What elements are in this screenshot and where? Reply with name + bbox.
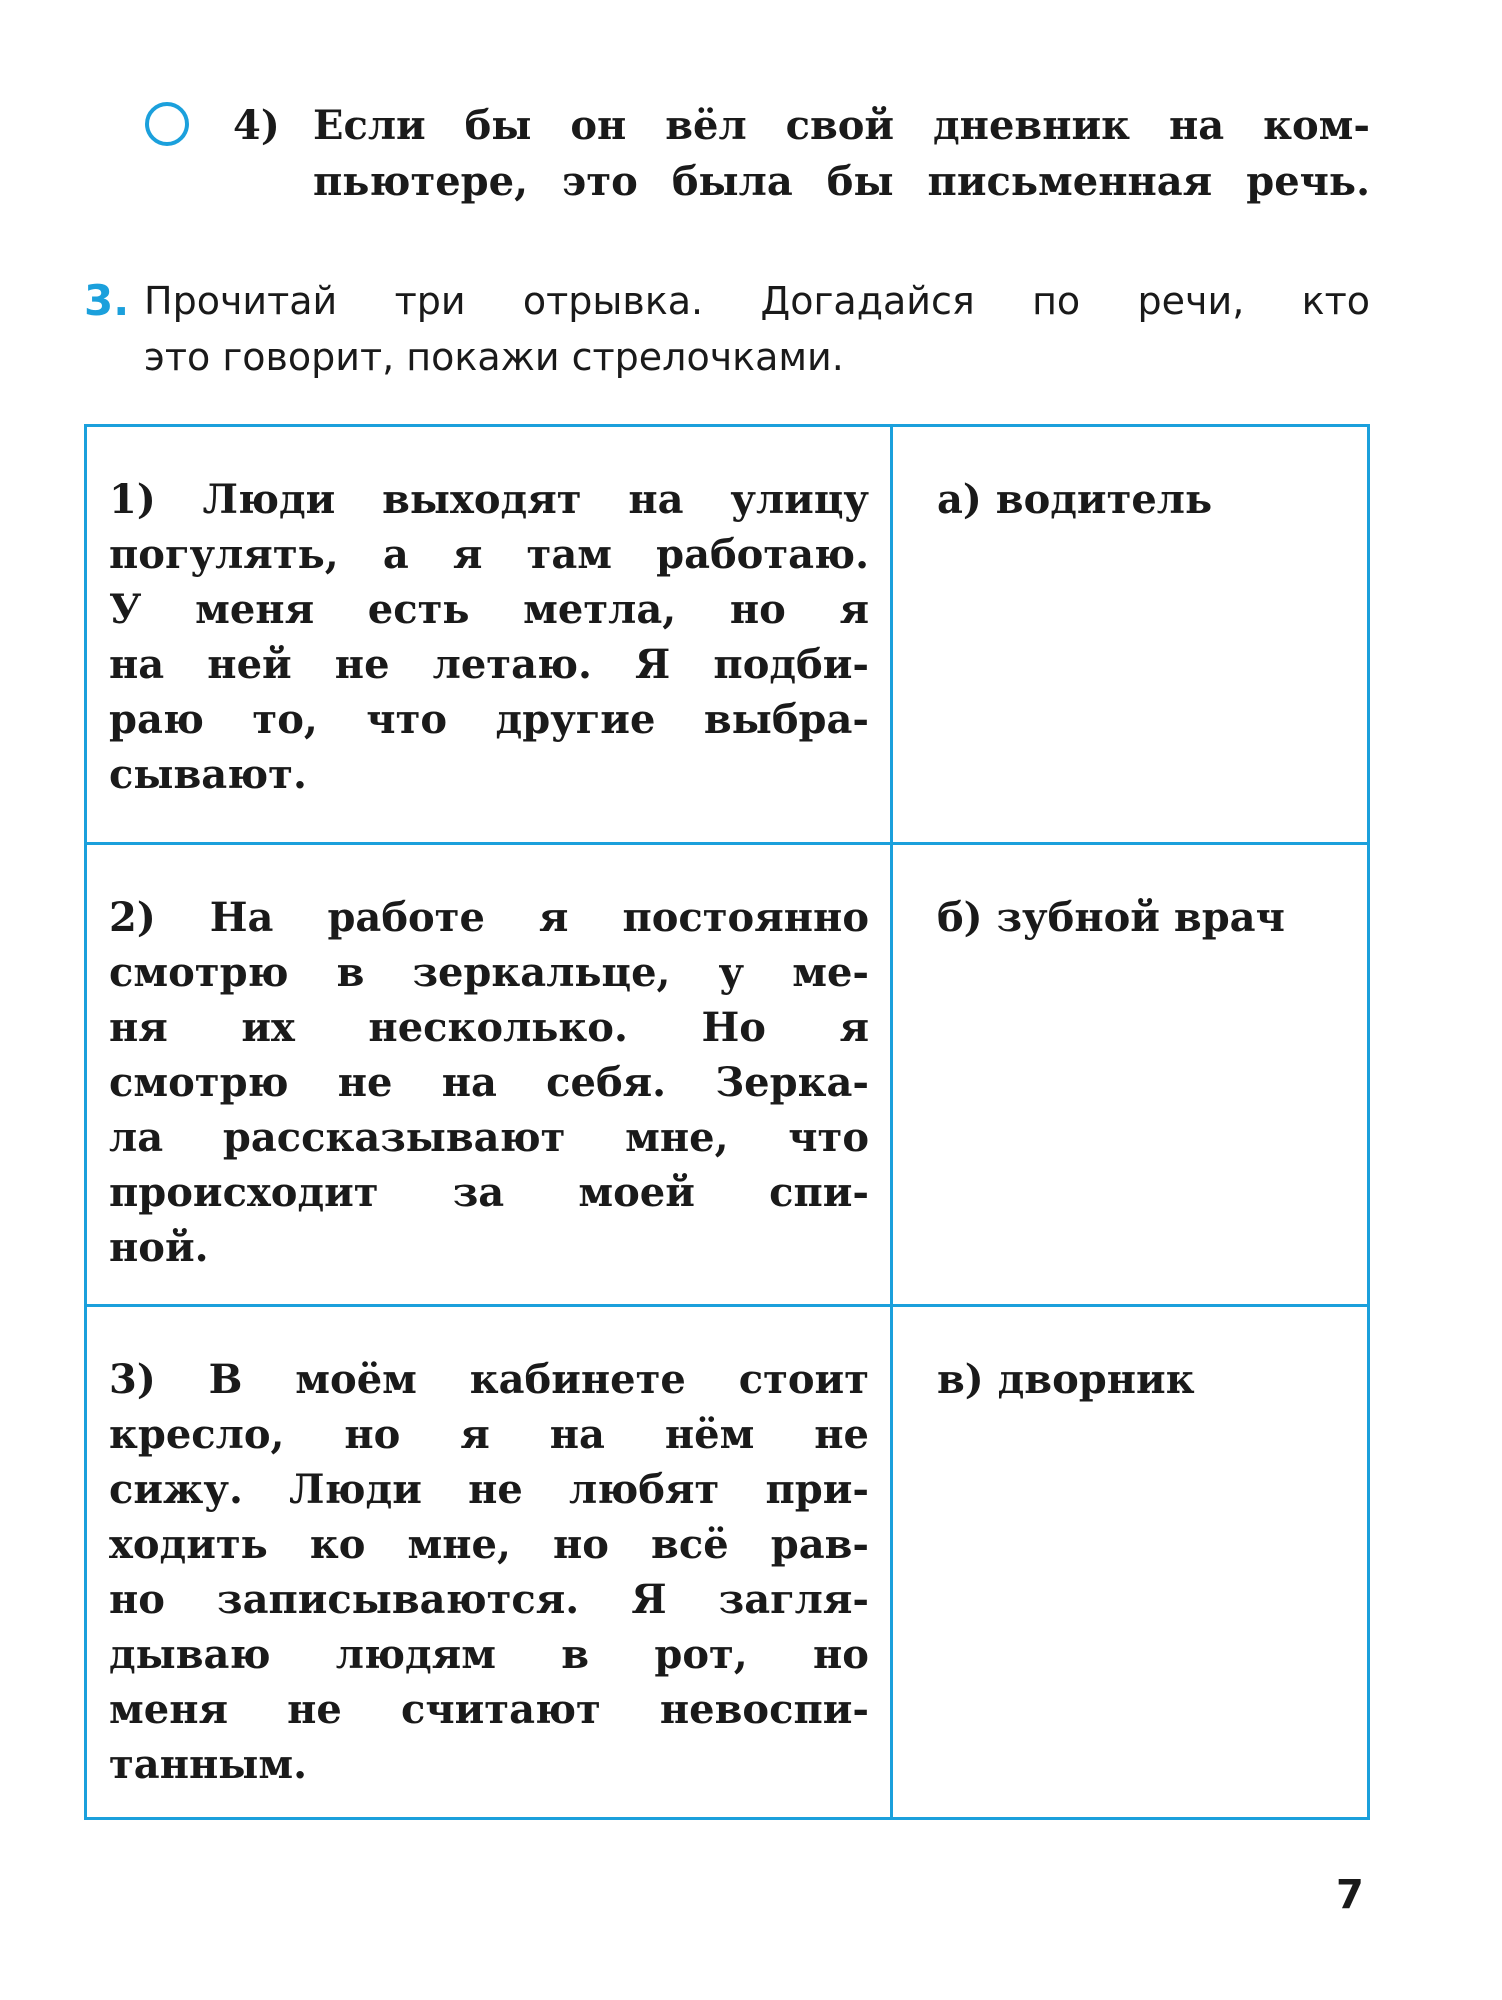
task-3-number: 3.	[84, 276, 130, 325]
passage-line: погулять, а я там работаю.	[109, 531, 869, 578]
passage-line: меня не считают невоспи-	[109, 1686, 869, 1733]
passage-line: ла рассказывают мне, что	[109, 1114, 869, 1161]
task-3-instruction	[144, 273, 1370, 385]
passage-line: смотрю в зеркальце, у ме-	[109, 949, 869, 996]
column-divider	[890, 427, 893, 842]
passage-2	[109, 890, 869, 1275]
answer-option-a[interactable]: а) водитель	[937, 476, 1213, 523]
passage-line: но записываются. Я загля-	[109, 1576, 869, 1623]
passage-line: 2) На работе я постоянно	[109, 894, 869, 941]
passage-line: смотрю не на себя. Зерка-	[109, 1059, 869, 1106]
option-4-text	[313, 98, 1370, 210]
passage-line: сывают.	[109, 751, 307, 798]
task-3-line: Прочитай три отрывка. Догадайся по речи, кто	[144, 279, 1370, 323]
option-4-line: Если бы он вёл свой дневник на ком-	[313, 102, 1370, 149]
passage-line: ной.	[109, 1224, 209, 1271]
matching-table	[84, 424, 1370, 1820]
option-4-number: 4)	[233, 102, 280, 149]
passage-line: раю то, что другие выбра-	[109, 696, 869, 743]
passage-line: сижу. Люди не любят при-	[109, 1466, 869, 1513]
option-4-line: пьютере, это была бы письменная речь.	[313, 158, 1370, 205]
passage-line: кресло, но я на нём не	[109, 1411, 869, 1458]
passage-line: ня их несколько. Но я	[109, 1004, 869, 1051]
passage-line: дываю людям в рот, но	[109, 1631, 869, 1678]
answer-option-b[interactable]: б) зубной врач	[937, 894, 1285, 941]
passage-line: 1) Люди выходят на улицу	[109, 476, 869, 523]
passage-line: на ней не летаю. Я подби-	[109, 641, 869, 688]
option-4	[145, 98, 1370, 228]
passage-line: У меня есть метла, но я	[109, 586, 869, 633]
column-divider	[890, 845, 893, 1304]
passage-3	[109, 1352, 869, 1792]
passage-line: происходит за моей спи-	[109, 1169, 869, 1216]
task-3-heading	[84, 273, 1370, 383]
task-3-line: это говорит, покажи стрелочками.	[144, 335, 844, 379]
table-row	[87, 1304, 1367, 1820]
passage-line: 3) В моём кабинете стоит	[109, 1356, 869, 1403]
table-row	[87, 427, 1367, 842]
option-4-radio[interactable]	[145, 102, 189, 146]
column-divider	[890, 1307, 893, 1820]
passage-line: танным.	[109, 1741, 308, 1788]
table-row	[87, 842, 1367, 1304]
passage-line: ходить ко мне, но всё рав-	[109, 1521, 869, 1568]
page-number: 7	[1336, 1872, 1364, 1918]
passage-1	[109, 472, 869, 802]
answer-option-c[interactable]: в) дворник	[937, 1356, 1195, 1403]
